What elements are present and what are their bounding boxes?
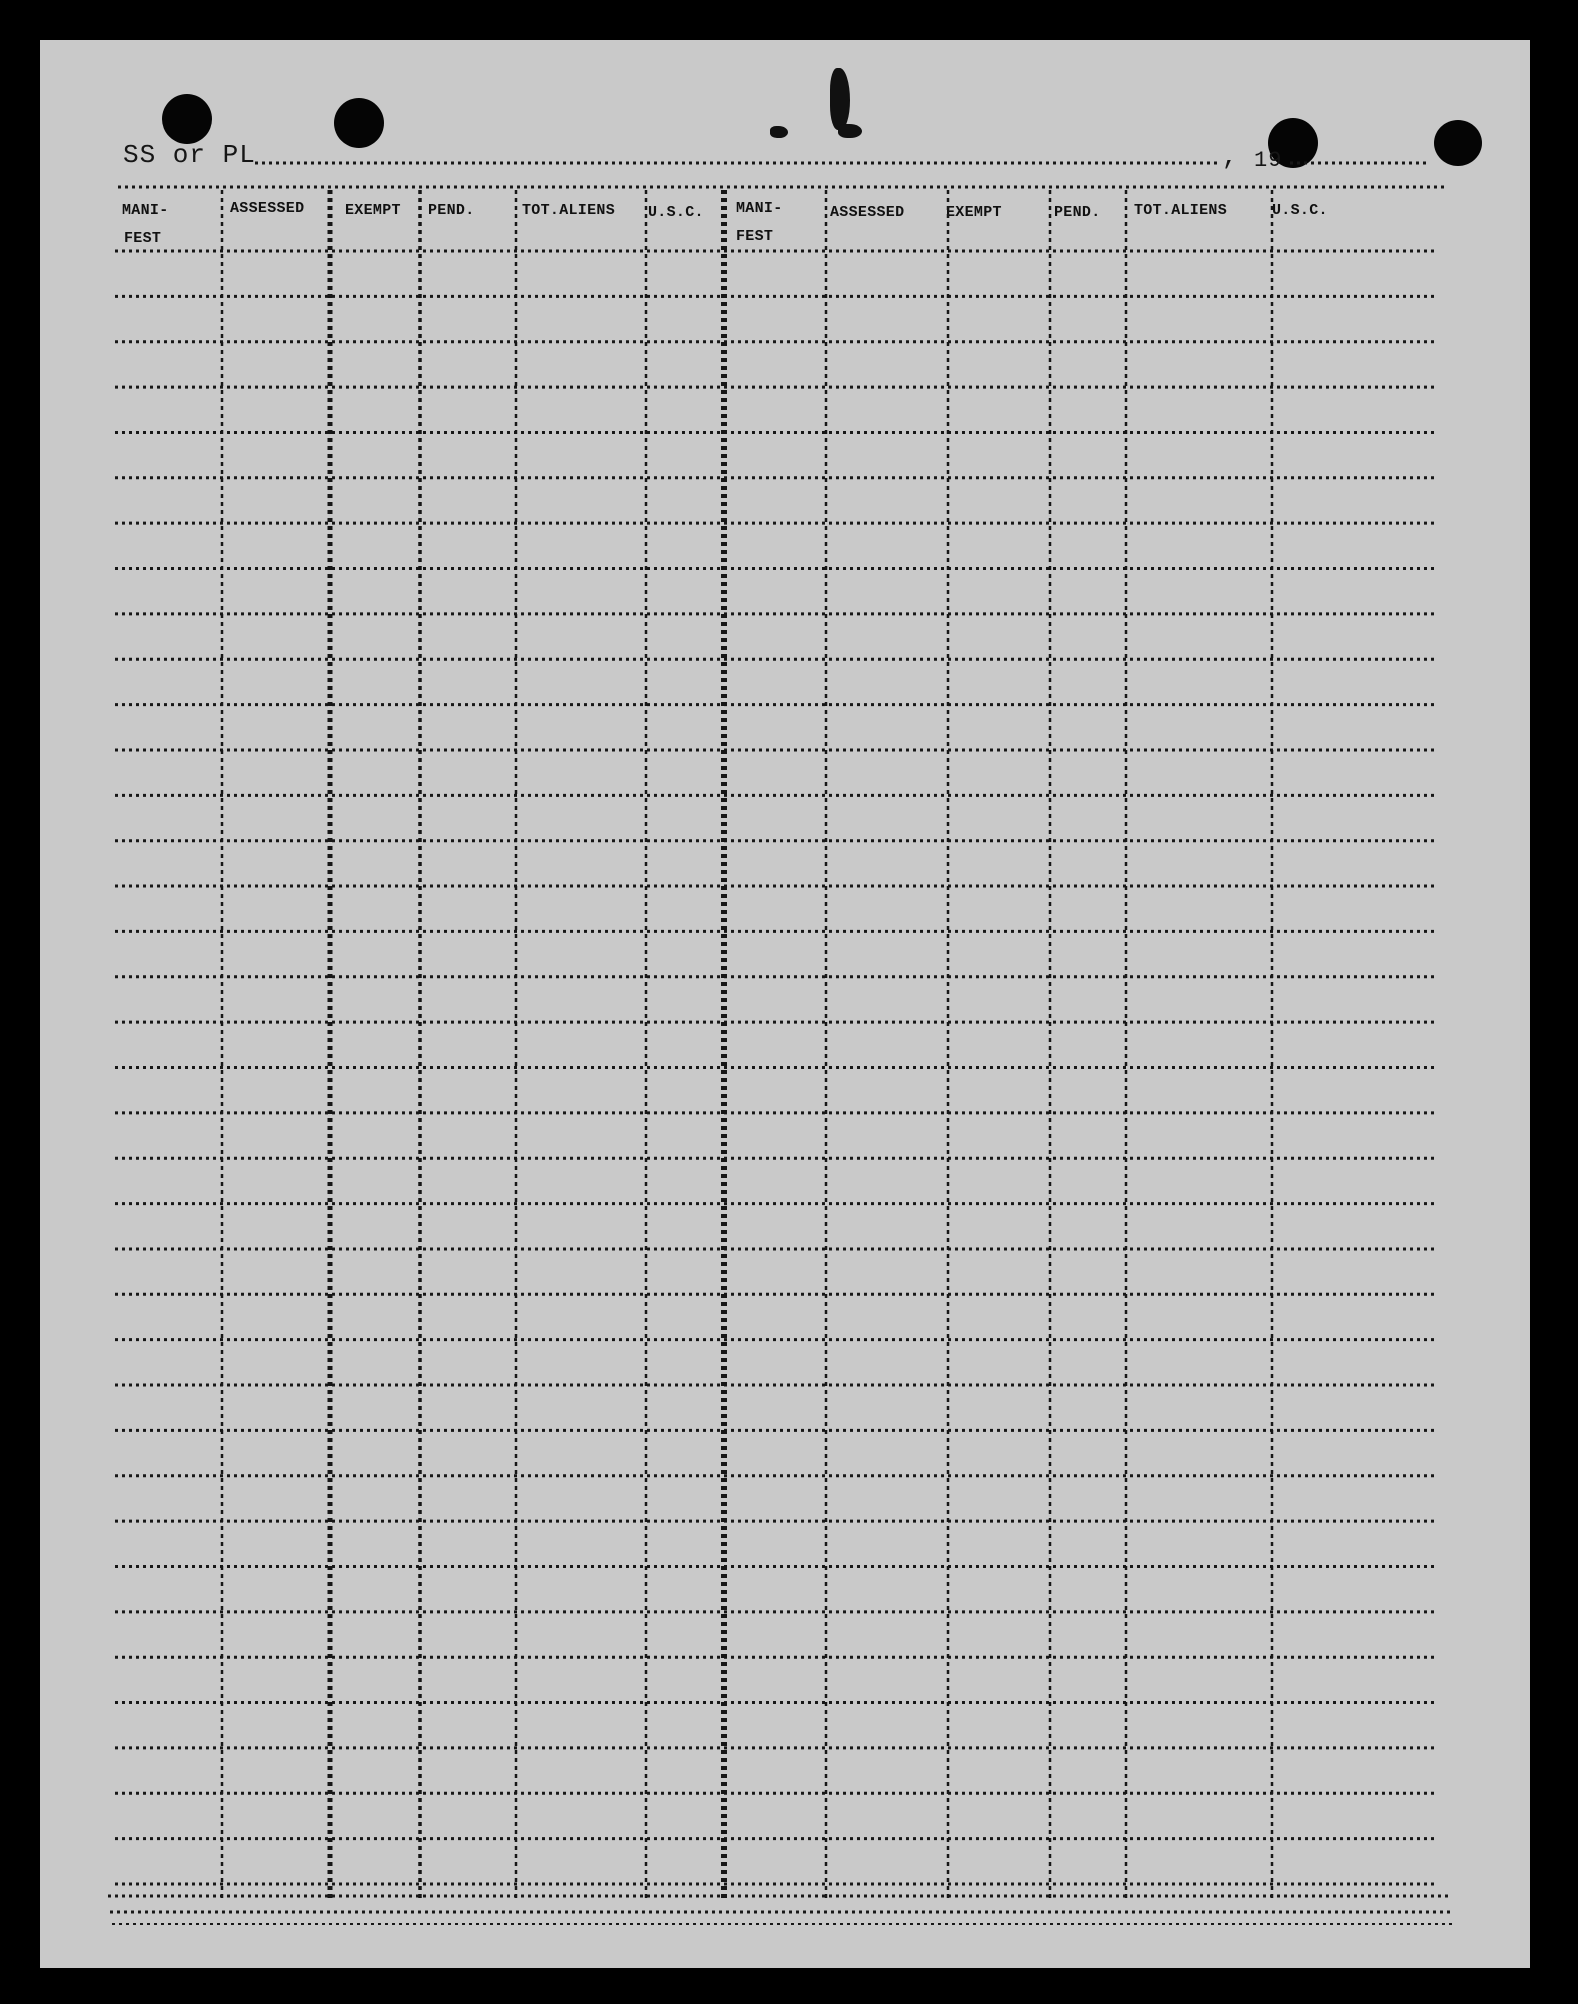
col-header-assessed-2: ASSESSED xyxy=(830,204,905,221)
ship-label: SS or PL xyxy=(123,140,256,170)
col-header-exempt-2: EXEMPT xyxy=(946,204,1002,221)
date-comma: , xyxy=(1222,142,1239,172)
col-header-usc-2: U.S.C. xyxy=(1272,202,1328,219)
col-header-manifest-2-line2: FEST xyxy=(736,228,774,245)
col-header-manifest-2: MANI- xyxy=(736,200,783,217)
col-header-manifest-1-line2: FEST xyxy=(124,230,162,247)
year-prefix: 19 xyxy=(1254,148,1283,173)
col-header-pend-1: PEND. xyxy=(428,202,475,219)
col-header-tot-aliens-1: TOT.ALIENS xyxy=(522,202,616,219)
col-header-manifest-1: MANI- xyxy=(122,202,169,219)
col-header-usc-1: U.S.C. xyxy=(648,204,704,221)
col-header-assessed-1: ASSESSED xyxy=(230,200,305,217)
col-header-tot-aliens-2: TOT.ALIENS xyxy=(1134,202,1228,219)
col-header-exempt-1: EXEMPT xyxy=(345,202,401,219)
col-header-pend-2: PEND. xyxy=(1054,204,1101,221)
